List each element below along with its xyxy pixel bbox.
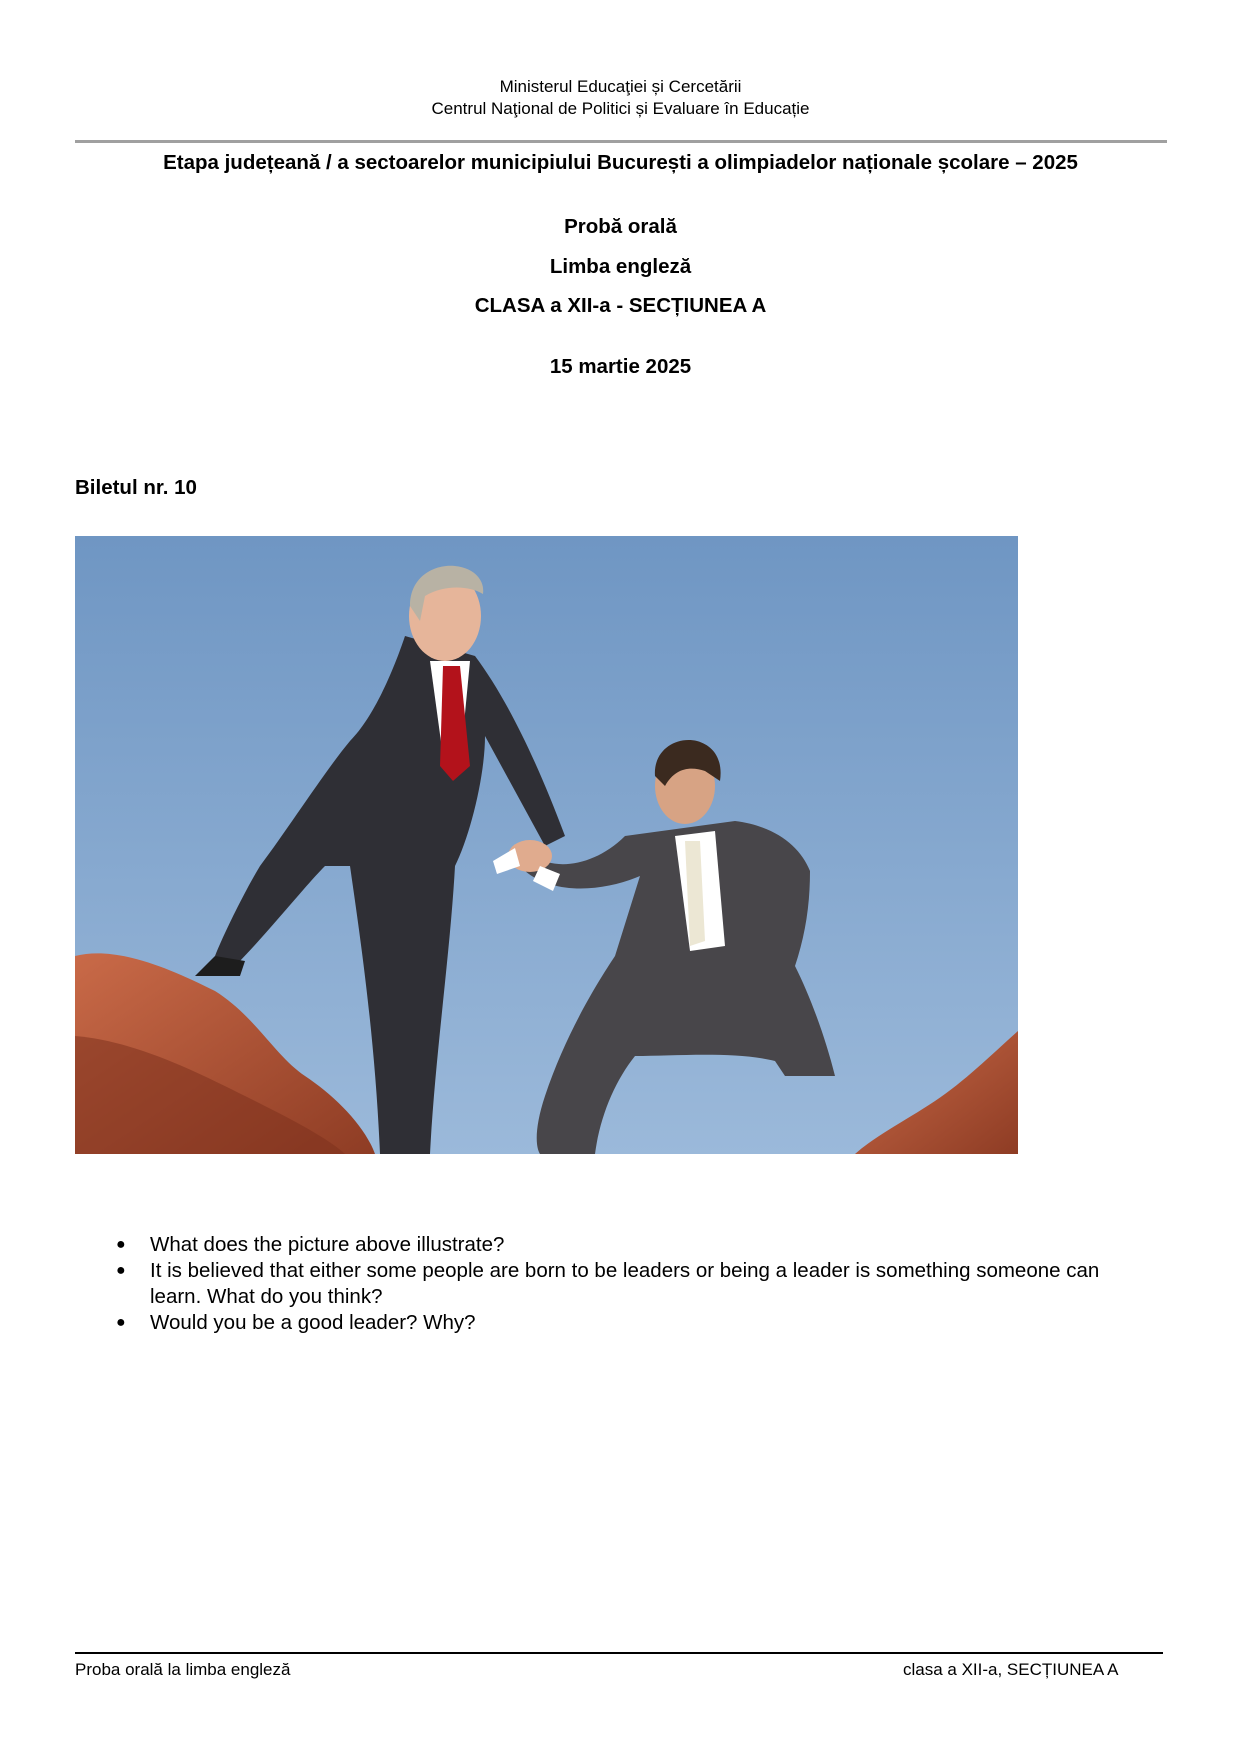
class-section: CLASA a XII-a - SECȚIUNEA A	[474, 294, 767, 317]
leadership-photo	[75, 536, 1018, 1154]
exam-date: 15 martie 2025	[549, 355, 692, 378]
document-title: Etapa județeană / a sectoarelor municipiului București a olimpiadelor naționale școlare – 2025	[163, 151, 1078, 174]
exam-type: Probă orală	[564, 215, 677, 238]
header-divider	[75, 140, 1167, 143]
footer-right: clasa a XII-a, SECȚIUNEA A	[903, 1660, 1119, 1679]
footer-left: Proba orală la limba engleză	[75, 1660, 291, 1679]
question-text: What does the picture above illustrate?	[150, 1233, 505, 1256]
list-item: ● It is believed that either some people are born to be leaders or being a leader is something someone can learn. What do you think?	[116, 1259, 1100, 1308]
ticket-number: Biletul nr. 10	[75, 476, 197, 499]
footer-divider	[75, 1652, 1163, 1654]
question-text: It is believed that either some people are born to be leaders or being a leader is something someone can learn. What do you think?	[150, 1259, 1100, 1308]
center-name: Centrul Naţional de Politici și Evaluare în Educație	[431, 99, 810, 118]
list-item: ● Would you be a good leader? Why?	[116, 1311, 476, 1334]
ministry-name: Ministerul Educaţiei și Cercetării	[499, 77, 742, 96]
subject: Limba engleză	[549, 255, 692, 278]
list-item: ● What does the picture above illustrate?	[116, 1233, 505, 1256]
question-text: Would you be a good leader? Why?	[150, 1311, 476, 1334]
question-list	[110, 1232, 1110, 1336]
